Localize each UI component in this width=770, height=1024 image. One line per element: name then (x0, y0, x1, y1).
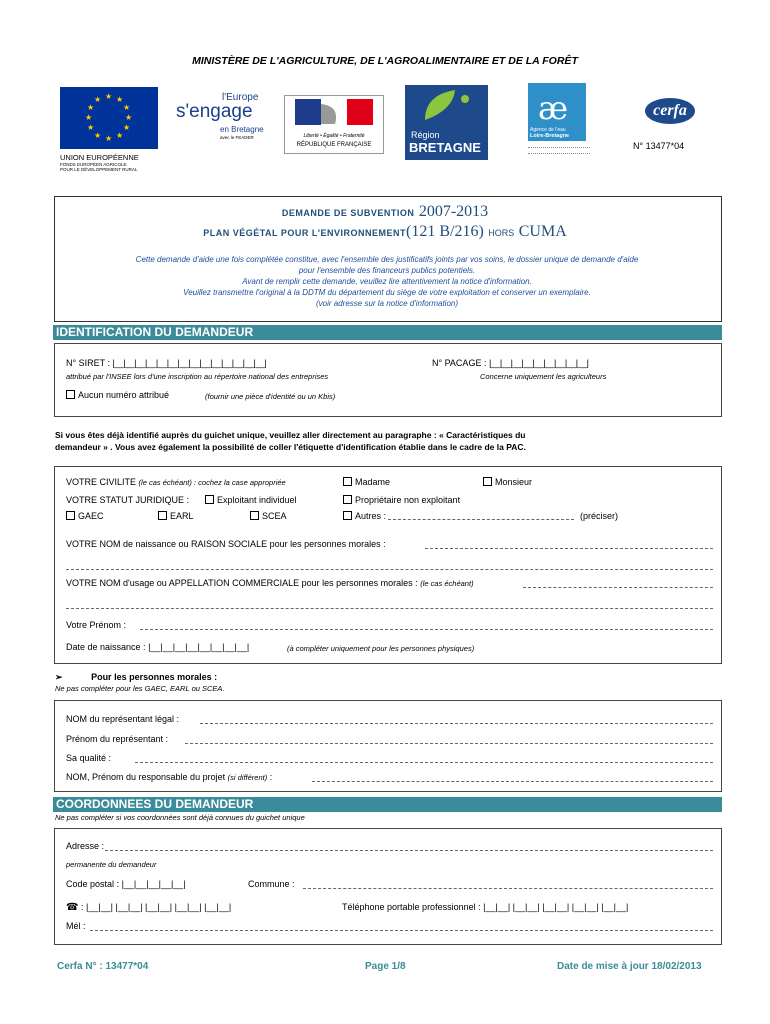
date-naissance-label: Date de naissance : (66, 642, 146, 652)
nom-usage-input-2[interactable] (66, 608, 713, 609)
no-number-label: Aucun numéro attribué (78, 390, 170, 400)
autres-checkbox[interactable] (343, 511, 352, 520)
autres-label: Autres : (355, 511, 387, 521)
svg-text:★: ★ (123, 103, 131, 112)
agence-eau-logo (528, 83, 590, 161)
code-postal-field[interactable] (66, 879, 186, 889)
title-demande: DEMANDE DE SUBVENTION (281, 208, 415, 218)
monsieur-checkbox[interactable] (483, 477, 492, 486)
nom-usage-note: (le cas échéant) (420, 579, 474, 588)
mel-label: Mél : (66, 921, 86, 931)
prenom-input[interactable] (140, 629, 713, 630)
portable-field[interactable] (342, 902, 628, 912)
nom-usage-input[interactable] (523, 587, 713, 588)
svg-text:★: ★ (85, 113, 93, 122)
statut-label: VOTRE STATUT JURIDIQUE : (66, 495, 190, 505)
exploitant-option[interactable] (205, 495, 297, 505)
republique-francaise-logo (284, 95, 384, 154)
pacage-boxes[interactable]: |__|__|__|__|__|__|__|__|__| (488, 358, 589, 368)
identification-title: IDENTIFICATION DU DEMANDEUR (53, 325, 722, 340)
autres-option[interactable] (343, 511, 386, 521)
eu-logo (60, 87, 158, 172)
scea-label: SCEA (262, 511, 287, 521)
statut-row (66, 495, 189, 505)
eu-label-dev: POUR LE DÉVELOPPEMENT RURAL (60, 167, 138, 172)
bretagne-label: en Bretagne (220, 125, 264, 134)
date-naissance-note: (à compléter uniquement pour les personnes physiques) (287, 644, 475, 653)
eu-label: UNION EUROPÉENNE (60, 153, 139, 162)
telephone-field[interactable] (66, 902, 231, 913)
marianne-icon (285, 96, 383, 128)
precisez-label: (préciser) (580, 511, 619, 521)
morales-title-row (55, 672, 217, 683)
responsable-label: NOM, Prénom du responsable du projet (66, 772, 226, 782)
earl-option[interactable] (158, 511, 194, 521)
region-bretagne-logo (405, 85, 488, 160)
earl-label: EARL (170, 511, 194, 521)
civilite-label: VOTRE CIVILITE (66, 477, 137, 487)
portable-boxes[interactable]: |__|__| |__|__| |__|__| |__|__| |__|__| (483, 902, 629, 912)
siret-note: attribué par l'INSEE lors d'une inscription au répertoire national des entreprises (66, 372, 329, 381)
bretagne-region-label: BRETAGNE (409, 140, 481, 155)
footer-date: Date de mise à jour 18/02/2013 (557, 961, 702, 972)
monsieur-label: Monsieur (495, 477, 533, 487)
rf-motto: Liberté • Égalité • Fraternité (303, 133, 365, 139)
exploitant-checkbox[interactable] (205, 495, 214, 504)
gaec-label: GAEC (78, 511, 104, 521)
svg-text:æ: æ (538, 89, 569, 127)
monsieur-option[interactable] (483, 477, 532, 487)
exploitant-label: Exploitant individuel (217, 495, 297, 505)
europe-engage-logo (176, 92, 266, 147)
gaec-checkbox[interactable] (66, 511, 75, 520)
pacage-note: Concerne uniquement les agriculteurs (480, 372, 607, 381)
svg-text:★: ★ (116, 95, 124, 104)
feader-label: avec le FEADER (220, 135, 254, 140)
water-icon (528, 83, 586, 128)
svg-text:★: ★ (94, 131, 102, 140)
leaf-icon (405, 85, 488, 125)
nom-naissance-label: VOTRE NOM de naissance ou RAISON SOCIALE pour les personnes morales : (66, 539, 386, 549)
no-number-checkbox[interactable] (66, 390, 75, 399)
code-postal-boxes[interactable]: |__|__|__|__|__| (121, 879, 186, 889)
prenom-rep-input[interactable] (185, 743, 713, 744)
guichet-line-2: demandeur » . Vous avez également la possibilité de coller l'étiquette d'identification établie dans le cadre de la PAC. (55, 442, 526, 452)
rf-label: RÉPUBLIQUE FRANÇAISE (296, 142, 372, 148)
siret-field[interactable] (66, 358, 266, 368)
pacage-field[interactable] (432, 358, 588, 368)
nom-usage-row (66, 578, 474, 588)
siret-label: N° SIRET : (66, 358, 110, 368)
madame-label: Madame (355, 477, 391, 487)
note-line-2: pour l'ensemble des financeurs publics potentiels. (298, 266, 476, 275)
autres-input[interactable] (388, 519, 574, 520)
responsable-colon: : (269, 772, 273, 782)
ministry-title: MINISTÈRE DE L'AGRICULTURE, DE L'AGROALIMENTAIRE ET DE LA FORÊT (192, 55, 578, 67)
civilite-note: (le cas échéant) : cochez la case appropriée (138, 478, 286, 487)
title-cuma: CUMA (518, 223, 567, 240)
note-line-1: Cette demande d'aide une fois complétée constitue, avec l'ensemble des justificatifs joints par vos soins, le dossier unique de demande d'aide (135, 255, 639, 264)
qualite-label: Sa qualité : (66, 753, 112, 763)
nom-rep-label: NOM du représentant légal : (66, 714, 180, 724)
cerfa-number: N° 13477*04 (633, 141, 685, 151)
gaec-option[interactable] (66, 511, 104, 521)
title-line-1 (0, 203, 770, 221)
morales-note: Ne pas compléter pour les GAEC, EARL ou SCEA. (55, 684, 225, 693)
responsable-row (66, 772, 272, 782)
title-hors: HORS (488, 228, 515, 238)
svg-text:★: ★ (123, 123, 131, 132)
nom-naissance-input[interactable] (425, 548, 713, 549)
date-naissance-boxes[interactable]: |__|__|__|__|__|__|__|__| (148, 642, 250, 652)
note-line-3: Avant de remplir cette demande, veuillez lire attentivement la notice d'information. (242, 277, 532, 286)
eu-label-fund: FONDS EUROPÉEN AGRICOLE (60, 162, 127, 167)
title-code: (121 B/216) (406, 223, 484, 240)
civilite-row (66, 477, 286, 487)
svg-text:★: ★ (125, 113, 133, 122)
nom-naissance-input-2[interactable] (66, 569, 713, 570)
prenom-rep-label: Prénom du représentant : (66, 734, 169, 744)
adresse-note: permanente du demandeur (66, 860, 157, 869)
proprietaire-option[interactable] (343, 495, 460, 505)
scea-checkbox[interactable] (250, 511, 259, 520)
region-label: Région (411, 130, 440, 140)
coordonnees-note: Ne pas compléter si vos coordonnées sont déjà connues du guichet unique (55, 813, 305, 822)
footer-cerfa: Cerfa N° : 13477*04 (57, 961, 149, 972)
europe-label: l'Europe (222, 92, 259, 103)
responsable-input[interactable] (312, 781, 713, 782)
nom-rep-input[interactable] (200, 723, 713, 724)
svg-text:★: ★ (105, 134, 113, 143)
code-postal-label: Code postal : (66, 879, 120, 889)
cerfa-logo (645, 98, 695, 124)
responsable-note: (si différent) (227, 773, 268, 782)
proprietaire-checkbox[interactable] (343, 495, 352, 504)
title-notes (56, 254, 718, 309)
svg-text:★: ★ (116, 131, 124, 140)
note-line-5: (voir adresse sur la notice d'information) (315, 299, 459, 308)
title-line-2 (0, 223, 770, 241)
svg-text:★: ★ (87, 103, 95, 112)
coordonnees-title: COORDONNEES DU DEMANDEUR (53, 797, 722, 812)
agence-label: Agence de l'eau (530, 127, 566, 133)
cerfa-logo-text: cerfa (653, 102, 687, 119)
morales-title: Pour les personnes morales : (91, 672, 218, 682)
madame-option[interactable] (343, 477, 390, 487)
guichet-text (55, 429, 526, 453)
engage-label: s'engage (176, 101, 253, 122)
note-line-4: Veuillez transmettre l'original à la DDTM du département du siège de votre exploitation et conserver un exemplaire. (183, 288, 591, 297)
proprietaire-label: Propriétaire non exploitant (355, 495, 461, 505)
no-number-option[interactable] (66, 390, 169, 400)
eu-flag-icon (60, 87, 158, 149)
earl-checkbox[interactable] (158, 511, 167, 520)
commune-input[interactable] (303, 888, 713, 889)
telephone-boxes[interactable]: : |__|__| |__|__| |__|__| |__|__| |__|__| (80, 902, 232, 912)
pacage-label: N° PACAGE : (432, 358, 487, 368)
portable-label: Téléphone portable professionnel : (342, 902, 481, 912)
svg-text:★: ★ (94, 95, 102, 104)
loire-bretagne-label: Loire-Bretagne (530, 133, 570, 139)
phone-icon: ☎ (66, 902, 79, 913)
scea-option[interactable] (250, 511, 287, 521)
svg-text:★: ★ (105, 92, 113, 101)
mel-input[interactable] (90, 930, 713, 931)
arrow-icon: ➢ (55, 672, 63, 682)
svg-text:★: ★ (87, 123, 95, 132)
madame-checkbox[interactable] (343, 477, 352, 486)
nom-usage-label: VOTRE NOM d'usage ou APPELLATION COMMERCIALE pour les personnes morales : (66, 578, 418, 588)
qualite-input[interactable] (135, 762, 713, 763)
title-plan: PLAN VÉGÉTAL POUR L'ENVIRONNEMENT (203, 228, 407, 238)
title-years: 2007-2013 (418, 203, 489, 220)
date-naissance-field[interactable] (66, 642, 249, 652)
adresse-input[interactable] (105, 850, 713, 851)
footer-page: Page 1/8 (365, 961, 406, 972)
adresse-label: Adresse : (66, 841, 105, 851)
commune-label: Commune : (248, 879, 295, 889)
prenom-label: Votre Prénom : (66, 620, 127, 630)
no-number-note: (fournir une pièce d'identité ou un Kbis) (205, 392, 336, 401)
siret-boxes[interactable]: |__|__|__|__|__|__|__|__|__|__|__|__|__|__| (112, 358, 267, 368)
guichet-line-1: Si vous êtes déjà identifié auprès du guichet unique, veuillez aller directement au paragraphe : « Caractéristiques du (55, 430, 526, 440)
